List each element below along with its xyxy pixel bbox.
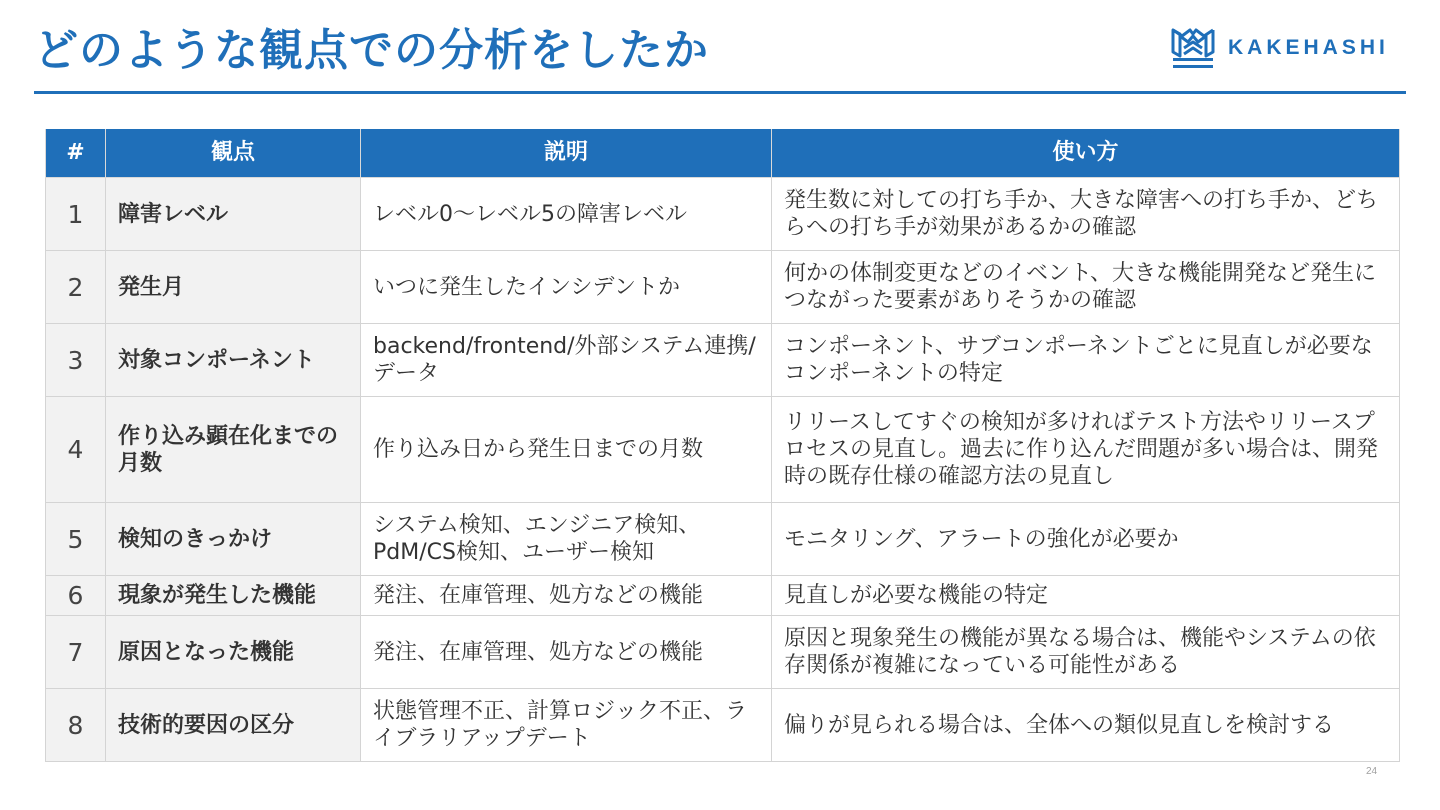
- row-number: 7: [46, 616, 106, 689]
- row-number: 4: [46, 397, 106, 503]
- row-usage: 何かの体制変更などのイベント、大きな機能開発など発生につながった要素がありそうかの確認: [772, 251, 1400, 324]
- row-usage: 原因と現象発生の機能が異なる場合は、機能やシステムの依存関係が複雑になっている可能性がある: [772, 616, 1400, 689]
- table-header-row: [46, 129, 1400, 178]
- row-number: 3: [46, 324, 106, 397]
- table-row: [46, 689, 1400, 762]
- analysis-perspectives-table: [45, 129, 1400, 762]
- row-description: 発注、在庫管理、処方などの機能: [361, 576, 772, 616]
- row-usage: 見直しが必要な機能の特定: [772, 576, 1400, 616]
- row-aspect: 検知のきっかけ: [106, 503, 361, 576]
- row-aspect: 発生月: [106, 251, 361, 324]
- table-row: [46, 576, 1400, 616]
- row-aspect: 障害レベル: [106, 178, 361, 251]
- row-number: 8: [46, 689, 106, 762]
- header-description: 説明: [361, 129, 772, 178]
- row-description: backend/frontend/外部システム連携/データ: [361, 324, 772, 397]
- row-aspect: 現象が発生した機能: [106, 576, 361, 616]
- row-aspect: 技術的要因の区分: [106, 689, 361, 762]
- table-row: [46, 178, 1400, 251]
- header-aspect: 観点: [106, 129, 361, 178]
- table-row: [46, 616, 1400, 689]
- table-row: [46, 397, 1400, 503]
- row-number: 1: [46, 178, 106, 251]
- header-usage: 使い方: [772, 129, 1400, 178]
- table-row: [46, 251, 1400, 324]
- row-number: 5: [46, 503, 106, 576]
- row-description: いつに発生したインシデントか: [361, 251, 772, 324]
- page-number: 24: [1366, 766, 1378, 777]
- row-number: 6: [46, 576, 106, 616]
- row-usage: リリースしてすぐの検知が多ければテスト方法やリリースプロセスの見直し。過去に作り込んだ問題が多い場合は、開発時の既存仕様の確認方法の見直し: [772, 397, 1400, 503]
- row-description: 発注、在庫管理、処方などの機能: [361, 616, 772, 689]
- row-usage: モニタリング、アラートの強化が必要か: [772, 503, 1400, 576]
- row-description: 状態管理不正、計算ロジック不正、ライブラリアップデート: [361, 689, 772, 762]
- header-number: #: [46, 129, 106, 178]
- row-description: レベル0〜レベル5の障害レベル: [361, 178, 772, 251]
- title-divider: [34, 91, 1406, 94]
- row-aspect: 原因となった機能: [106, 616, 361, 689]
- row-description: 作り込み日から発生日までの月数: [361, 397, 772, 503]
- row-number: 2: [46, 251, 106, 324]
- row-usage: 発生数に対しての打ち手か、大きな障害への打ち手か、どちらへの打ち手が効果があるかの確認: [772, 178, 1400, 251]
- page-title: どのような観点での分析をしたか: [34, 25, 709, 76]
- logo-text: KAKEHASHI: [1228, 36, 1389, 59]
- table-row: [46, 324, 1400, 397]
- row-aspect: 作り込み顕在化までの月数: [106, 397, 361, 503]
- table-row: [46, 503, 1400, 576]
- row-aspect: 対象コンポーネント: [106, 324, 361, 397]
- row-description: システム検知、エンジニア検知、PdM/CS検知、ユーザー検知: [361, 503, 772, 576]
- row-usage: 偏りが見られる場合は、全体への類似見直しを検討する: [772, 689, 1400, 762]
- company-logo: [1170, 26, 1389, 70]
- row-usage: コンポーネント、サブコンポーネントごとに見直しが必要なコンポーネントの特定: [772, 324, 1400, 397]
- kakehashi-logo-icon: [1170, 26, 1216, 70]
